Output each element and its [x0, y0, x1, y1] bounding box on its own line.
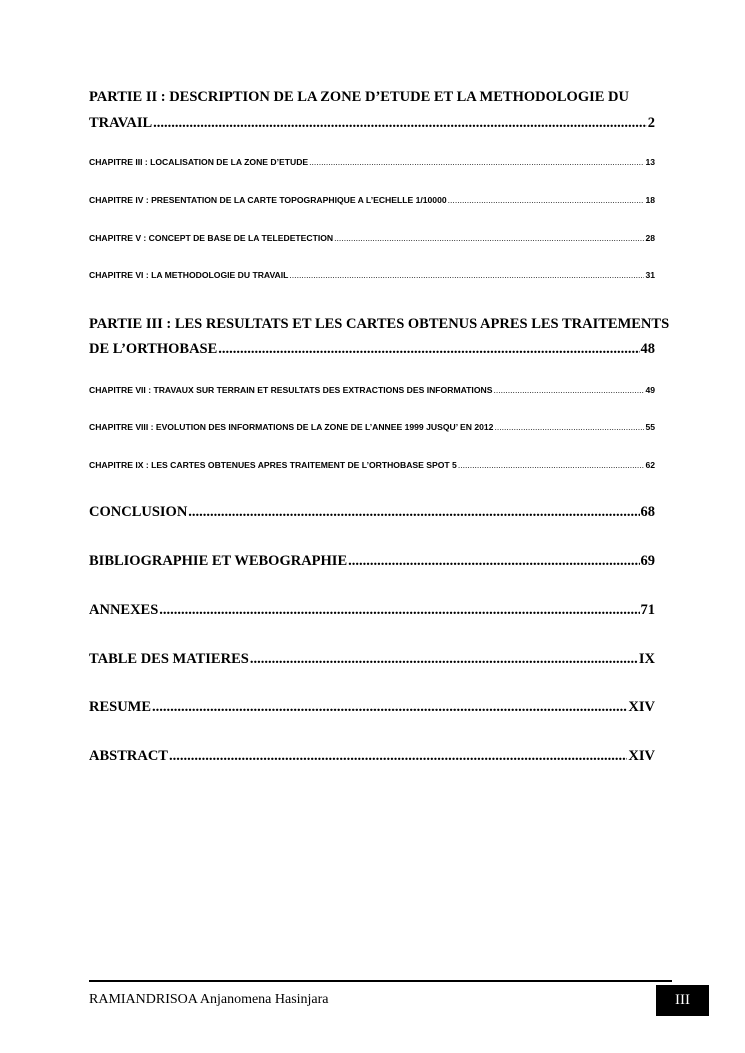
toc-entry-title: ANNEXES [89, 602, 159, 618]
toc-partie2-line2: TRAVAIL [89, 115, 153, 131]
toc-page-number: 55 [645, 422, 655, 432]
toc-entry-title: ABSTRACT [89, 748, 168, 764]
toc-entry-title: RESUME [89, 699, 152, 715]
toc-entry-title: CHAPITRE IV : PRESENTATION DE LA CARTE TOPOGRAPHIQUE A L’ECHELLE 1/10000 [89, 195, 447, 205]
toc-page-number: 48 [640, 341, 655, 357]
toc-entry-title: TABLE DES MATIERES [89, 651, 249, 667]
toc-entry-annexes[interactable] [89, 602, 655, 619]
dot-leader [458, 460, 645, 470]
toc-entry-title: CHAPITRE IX : LES CARTES OBTENUES APRES TRAITEMENT DE L’ORTHOBASE SPOT 5 [89, 460, 457, 470]
toc-entry-chapitre-5[interactable] [89, 233, 655, 243]
toc-page-number: 68 [640, 504, 655, 520]
toc-page-number: 49 [645, 385, 655, 395]
toc-entry-title: BIBLIOGRAPHIE ET WEBOGRAPHIE [89, 553, 348, 569]
footer-page-number: III [656, 985, 709, 1016]
toc-partie3-line1: PARTIE III : LES RESULTATS ET LES CARTES OBTENUS APRES LES TRAITEMENTS [89, 316, 670, 332]
dot-leader [348, 553, 639, 570]
toc-page-number: IX [638, 651, 655, 667]
toc-entry-conclusion[interactable] [89, 504, 655, 521]
toc-entry-resume[interactable] [89, 699, 655, 716]
toc-page-number: 69 [640, 553, 655, 569]
toc-page-number: 18 [645, 195, 655, 205]
dot-leader [448, 195, 645, 205]
dot-leader [309, 157, 644, 167]
toc-page-number: XIV [628, 748, 655, 764]
toc-entry-chapitre-7[interactable] [89, 385, 655, 395]
toc-entry-title: CHAPITRE V : CONCEPT DE BASE DE LA TELEDETECTION [89, 233, 334, 243]
dot-leader [153, 115, 647, 132]
toc-entry-chapitre-9[interactable] [89, 460, 655, 470]
toc-page-number: 28 [645, 233, 655, 243]
toc-entry-title: CHAPITRE VIII : EVOLUTION DES INFORMATIONS DE LA ZONE DE L’ANNEE 1999 JUSQU’ EN 2012 [89, 422, 494, 432]
toc-partie3-line2: DE L’ORTHOBASE [89, 341, 218, 357]
dot-leader [493, 385, 644, 395]
toc-entry-title: CHAPITRE III : LOCALISATION DE LA ZONE D’ETUDE [89, 157, 309, 167]
dot-leader [152, 699, 627, 716]
dot-leader [289, 270, 644, 280]
dot-leader [169, 748, 627, 765]
dot-leader [494, 422, 644, 432]
dot-leader [250, 651, 638, 668]
toc-entry-title: CONCLUSION [89, 504, 188, 520]
toc-page-number: 13 [645, 157, 655, 167]
toc-entry-abstract[interactable] [89, 748, 655, 765]
toc-page-number: 31 [645, 270, 655, 280]
toc-entry-chapitre-8[interactable] [89, 422, 655, 432]
toc-page-number: 2 [647, 115, 655, 131]
footer-divider [89, 980, 672, 982]
dot-leader [334, 233, 644, 243]
toc-entry-partie2[interactable] [89, 115, 655, 132]
toc-page-number: 62 [645, 460, 655, 470]
toc-entry-partie3[interactable] [89, 341, 655, 358]
toc-page-number: XIV [628, 699, 655, 715]
toc-entry-table-des-matieres[interactable] [89, 651, 655, 668]
dot-leader [159, 602, 639, 619]
footer-author: RAMIANDRISOA Anjanomena Hasinjara [89, 992, 329, 1007]
toc-entry-chapitre-3[interactable] [89, 157, 655, 167]
dot-leader [218, 341, 639, 358]
toc-page-number: 71 [640, 602, 655, 618]
dot-leader [188, 504, 639, 521]
toc-entry-title: CHAPITRE VI : LA METHODOLOGIE DU TRAVAIL [89, 270, 289, 280]
toc-entry-chapitre-4[interactable] [89, 195, 655, 205]
toc-entry-chapitre-6[interactable] [89, 270, 655, 280]
toc-entry-title: CHAPITRE VII : TRAVAUX SUR TERRAIN ET RESULTATS DES EXTRACTIONS DES INFORMATIONS [89, 385, 493, 395]
toc-entry-bibliographie[interactable] [89, 553, 655, 570]
toc-partie2-line1: PARTIE II : DESCRIPTION DE LA ZONE D’ETUDE ET LA METHODOLOGIE DU [89, 89, 629, 105]
